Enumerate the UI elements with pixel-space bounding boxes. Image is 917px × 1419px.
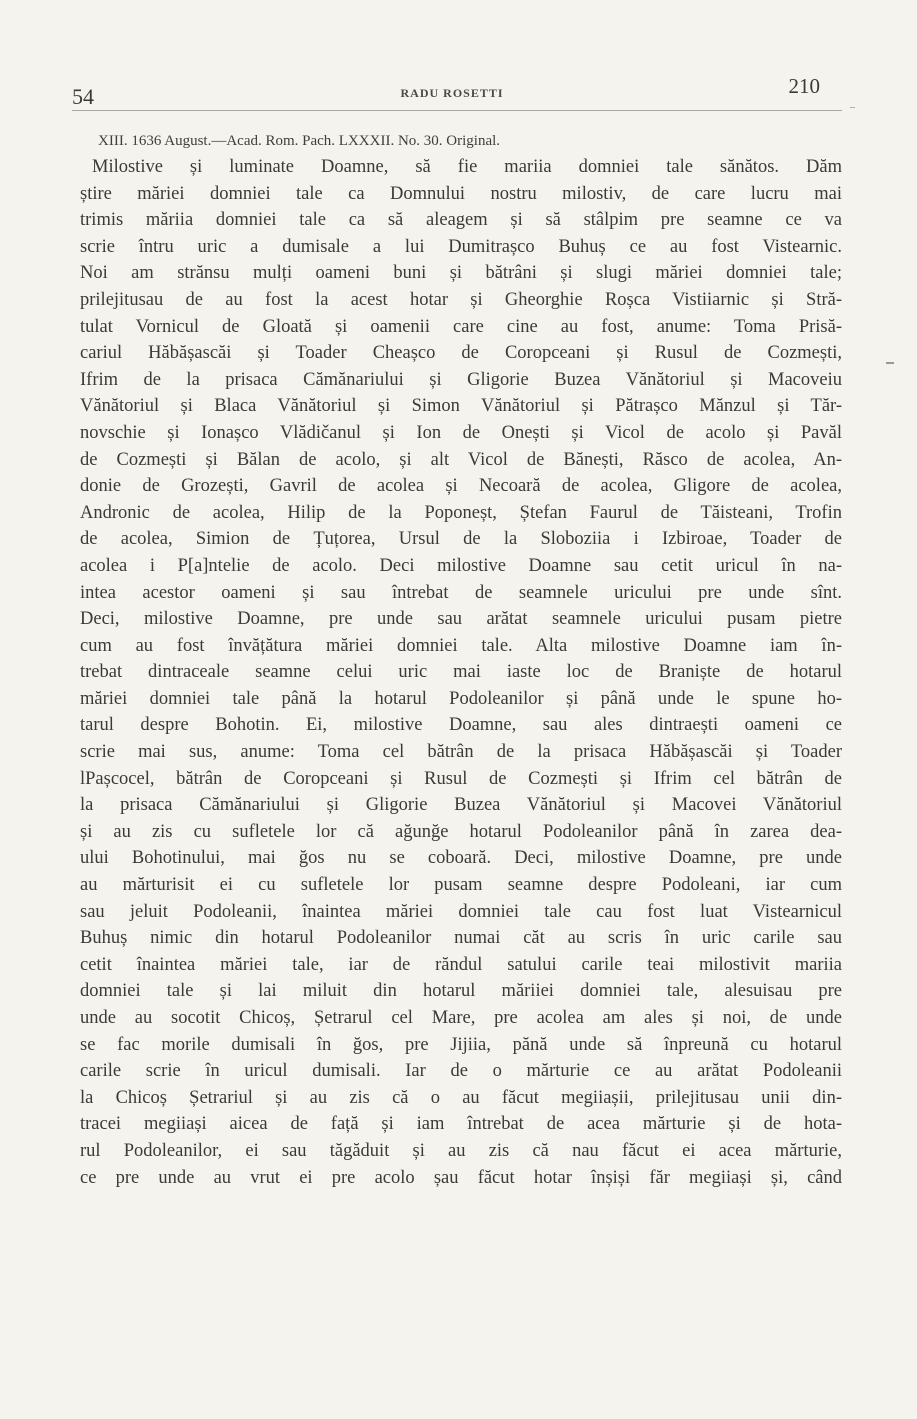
text-line: Ifrim de la prisaca Cămănariului și Gligorie Buzea Vănătoriul și Macoveiu xyxy=(80,369,842,390)
text-line: cetit înaintea măriei tale, iar de răndul satului carile teai milostivit mariia xyxy=(80,954,842,975)
text-line: sau jeluit Podoleanii, înaintea măriei domniei tale cau fost luat Vistearnicul xyxy=(80,901,842,922)
text-line: trebat dintraceale seamne celui uric mai iaste loc de Braniște de hotarul xyxy=(80,662,842,683)
running-head: RADU ROSETTI xyxy=(400,86,504,100)
text-line: ce pre unde au vrut ei pre acolo șau făcut hotar înșiși făr megiiași și, când xyxy=(80,1167,842,1188)
text-line: de Cozmești și Bălan de acolo, și alt Vicol de Bănești, Răsco de acolea, An- xyxy=(80,449,842,470)
text-line: tracei megiiași aicea de față și iam întrebat de acea mărturie și de hota- xyxy=(80,1114,842,1135)
text-line: au mărturisit ei cu sufletele lor pusam seamne despre Podoleani, iar cum xyxy=(80,875,842,896)
text-line: Andronic de acolea, Hilip de la Poponeșt, Ștefan Faurul de Tăisteani, Trofin xyxy=(80,502,842,523)
text-line: Noi am strănsu mulți oameni buni și bătrâni și slugi măriei domniei tale; xyxy=(80,263,842,284)
text-line: și au zis cu sufletele lor că ağunğe hotarul Podoleanilor până în zarea dea- xyxy=(80,821,842,842)
margin-mark xyxy=(886,362,894,364)
text-line: știre măriei domniei tale ca Domnului nostru milostiv, de care lucru mai xyxy=(80,183,842,204)
header-rule xyxy=(72,110,842,111)
text-line: de acolea, Simion de Țuțorea, Ursul de la Sloboziia i Izbiroae, Toader de xyxy=(80,529,842,550)
text-line: ului Bohotinului, mai ğos nu se coboară. Deci, milostive Doamne, pre unde xyxy=(80,848,842,869)
text-line: cum au fost învățătura măriei domniei tale. Alta milostive Doamne iam în- xyxy=(80,635,842,656)
text-line: unde au socotit Chicoș, Șetrarul cel Mare, pre acolea am ales și noi, de unde xyxy=(80,1008,842,1028)
text-line: donie de Grozești, Gavril de acolea și Necoară de acolea, Gligore de acolea, xyxy=(80,476,842,497)
text-line: la Chicoș Șetrariul și au zis că o au făcut megiiașii, prilejitusau unii din- xyxy=(80,1087,842,1108)
page-header xyxy=(72,72,832,112)
text-line: cariul Hăbășascăi și Toader Cheașco de Coropceani și Rusul de Cozmești, xyxy=(80,343,842,364)
text-line: scrie mai sus, anume: Toma cel bătrân de la prisaca Hăbășascăi și Toader xyxy=(80,742,842,763)
text-line: tulat Vornicul de Gloată și oamenii care cine au fost, anume: Toma Prisă- xyxy=(80,316,842,337)
text-line: domniei tale și lai miluit din hotarul măriiei domniei tale, alesuisau pre xyxy=(80,981,842,1002)
text-line: rul Podoleanilor, ei sau tăgăduit și au zis că nau făcut ei acea mărturie, xyxy=(80,1140,842,1161)
text-line: se fac morile dumisali în ğos, pre Jijiia, pănă unde să înpreună cu hotarul xyxy=(80,1034,842,1055)
text-line: tarul despre Bohotin. Ei, milostive Doamne, sau ales dintraești oameni ce xyxy=(80,715,842,736)
text-line: Milostive și luminate Doamne, să fie mariia domniei tale sănătos. Dăm xyxy=(92,157,842,177)
page-number-left: 54 xyxy=(72,84,94,109)
text-line: măriei domniei tale până la hotarul Podoleanilor și până unde le spune ho- xyxy=(80,688,842,709)
text-line: la prisaca Cămănariului și Gligorie Buzea Vănătoriul și Macovei Vănătoriul xyxy=(80,795,842,816)
text-line: novschie și Ionașco Vlădičanul și Ion de Onești și Vicol de acolo și Pavăl xyxy=(80,422,842,443)
text-line: intea acestor oameni și sau întrebat de seamnele uricului pre unde sînt. xyxy=(80,582,842,603)
text-line: prilejitusau de au fost la acest hotar și Gheorghie Roșca Vistiiarnic și Stră- xyxy=(80,289,842,310)
text-line: carile scrie în uricul dumisali. Iar de o mărturie ce au arătat Podoleanii xyxy=(80,1061,842,1082)
text-line: scrie întru uric a dumisale a lui Dumitrașco Buhuș ce au fost Vistearnic. xyxy=(80,236,842,257)
page-number-right: 210 xyxy=(788,74,820,98)
text-line: Deci, milostive Doamne, pre unde sau arătat seamnele uricului pusam pietre xyxy=(80,609,842,630)
document-body xyxy=(80,154,842,1191)
text-line: lPașcocel, bătrân de Coropceani și Rusul de Cozmești și Ifrim cel bătrân de xyxy=(80,768,842,789)
text-line: trimis măriia domniei tale ca să aleagem și să stâlpim pre seamne ce va xyxy=(80,210,842,231)
text-line: Vănătoriul și Blaca Vănătoriul și Simon Vănătoriul și Pătrașco Mănzul și Tăr- xyxy=(80,396,842,417)
text-line: Buhuș nimic din hotarul Podoleanilor numai căt au scris în uric carile sau xyxy=(80,928,842,949)
document-source-line: XIII. 1636 August.—Acad. Rom. Pach. LXXXII. No. 30. Original. xyxy=(98,133,501,149)
text-line: acolea i P[a]ntelie de acolo. Deci milostive Doamne sau cetit uricul în na- xyxy=(80,555,842,576)
margin-mark xyxy=(850,107,855,108)
